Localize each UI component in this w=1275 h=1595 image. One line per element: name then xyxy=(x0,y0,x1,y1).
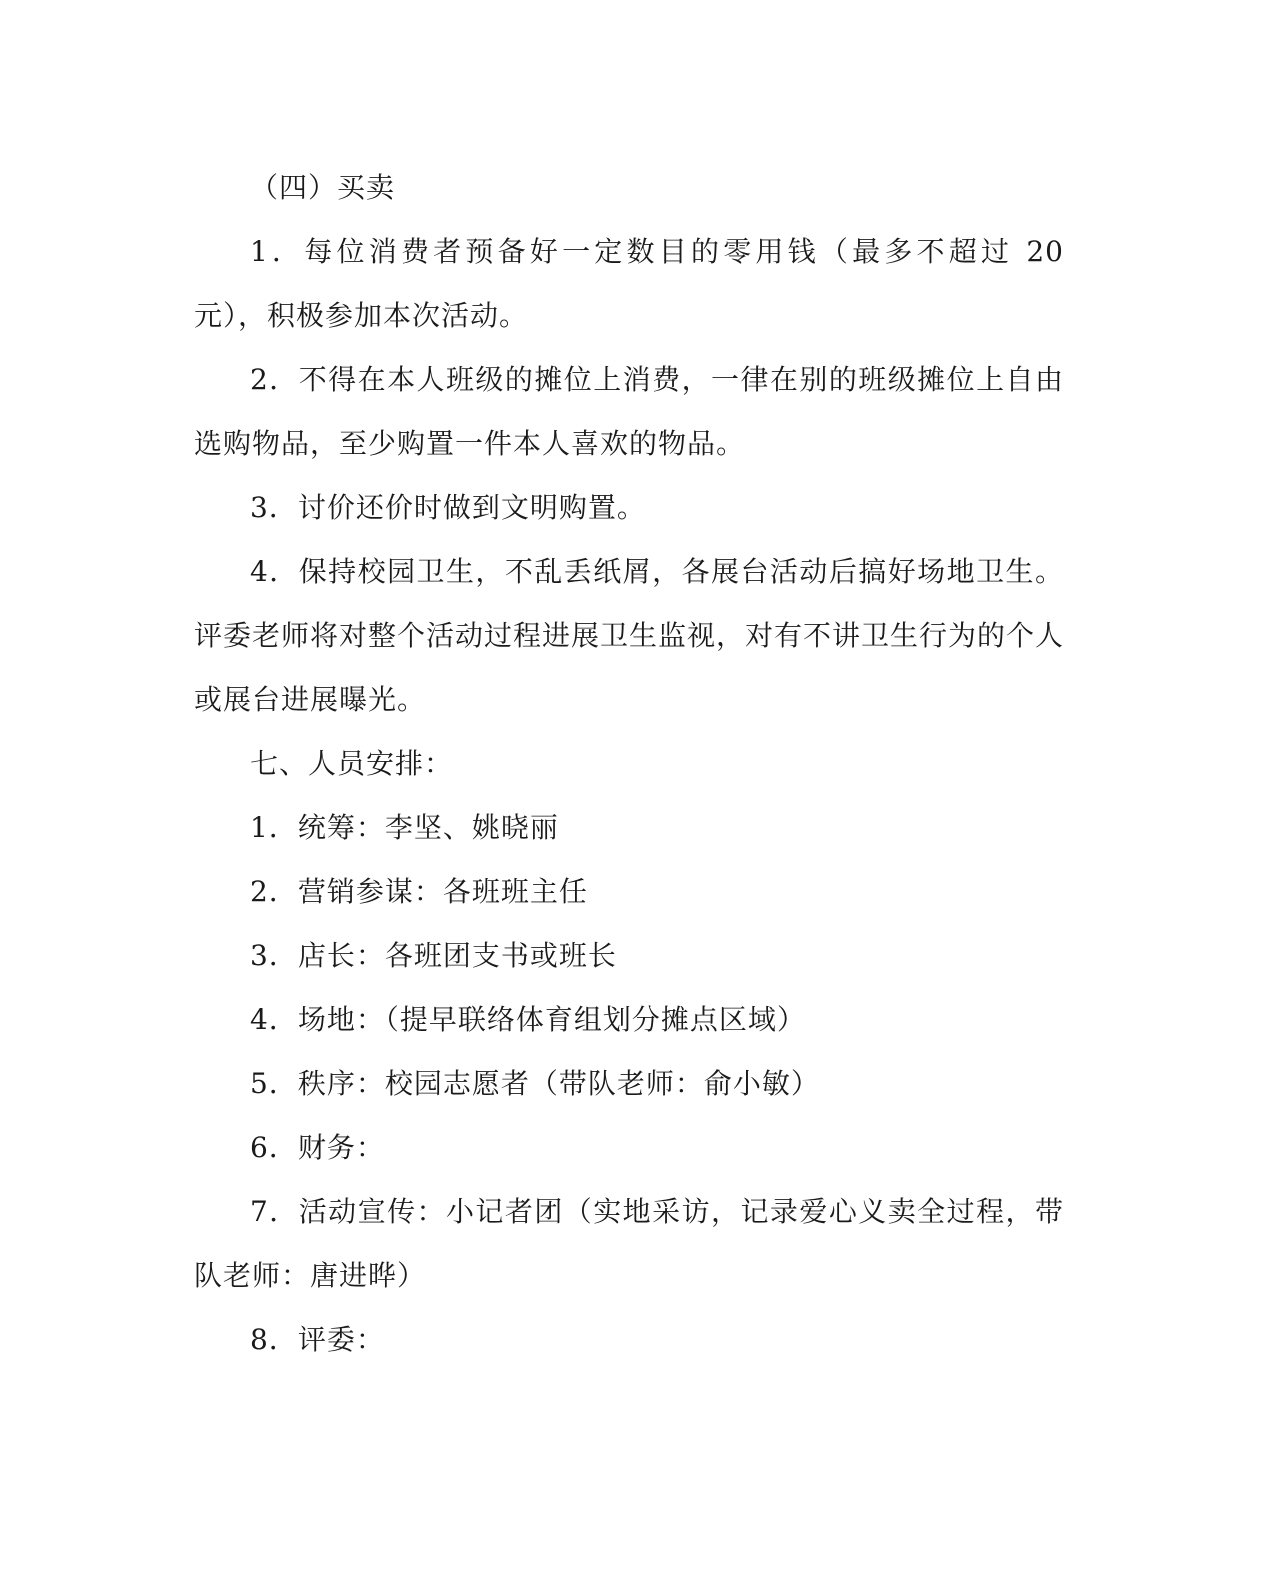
section-heading-staff: 七、人员安排： xyxy=(250,747,454,780)
document-body xyxy=(194,156,1064,1372)
staff-item-6: 6．财务： xyxy=(250,1131,385,1164)
staff-item-4: 4．场地：（提早联络体育组划分摊点区域） xyxy=(250,1003,806,1036)
staff-item-7: 7．活动宣传：小记者团（实地采访，记录爱心义卖全过程，带队老师：唐进晔） xyxy=(194,1195,1064,1292)
staff-item-1: 1．统筹：李坚、姚晓丽 xyxy=(250,811,559,844)
staff-item-5: 5．秩序：校园志愿者（带队老师：俞小敏） xyxy=(250,1067,820,1100)
buy-sell-item-3: 3．讨价还价时做到文明购置。 xyxy=(250,491,646,524)
staff-item-3: 3．店长：各班团支书或班长 xyxy=(250,939,617,972)
staff-item-2: 2．营销参谋：各班班主任 xyxy=(250,875,588,908)
section-heading-buy-sell: （四）买卖 xyxy=(250,171,396,204)
buy-sell-item-1: 1．每位消费者预备好一定数目的零用钱（最多不超过 20 元），积极参加本次活动。 xyxy=(194,235,1064,332)
staff-item-8: 8．评委： xyxy=(250,1323,385,1356)
buy-sell-item-4: 4．保持校园卫生，不乱丢纸屑，各展台活动后搞好场地卫生。评委老师将对整个活动过程进展卫生监视，对有不讲卫生行为的个人或展台进展曝光。 xyxy=(194,555,1065,716)
buy-sell-item-2: 2．不得在本人班级的摊位上消费，一律在别的班级摊位上自由选购物品，至少购置一件本人喜欢的物品。 xyxy=(194,363,1064,460)
